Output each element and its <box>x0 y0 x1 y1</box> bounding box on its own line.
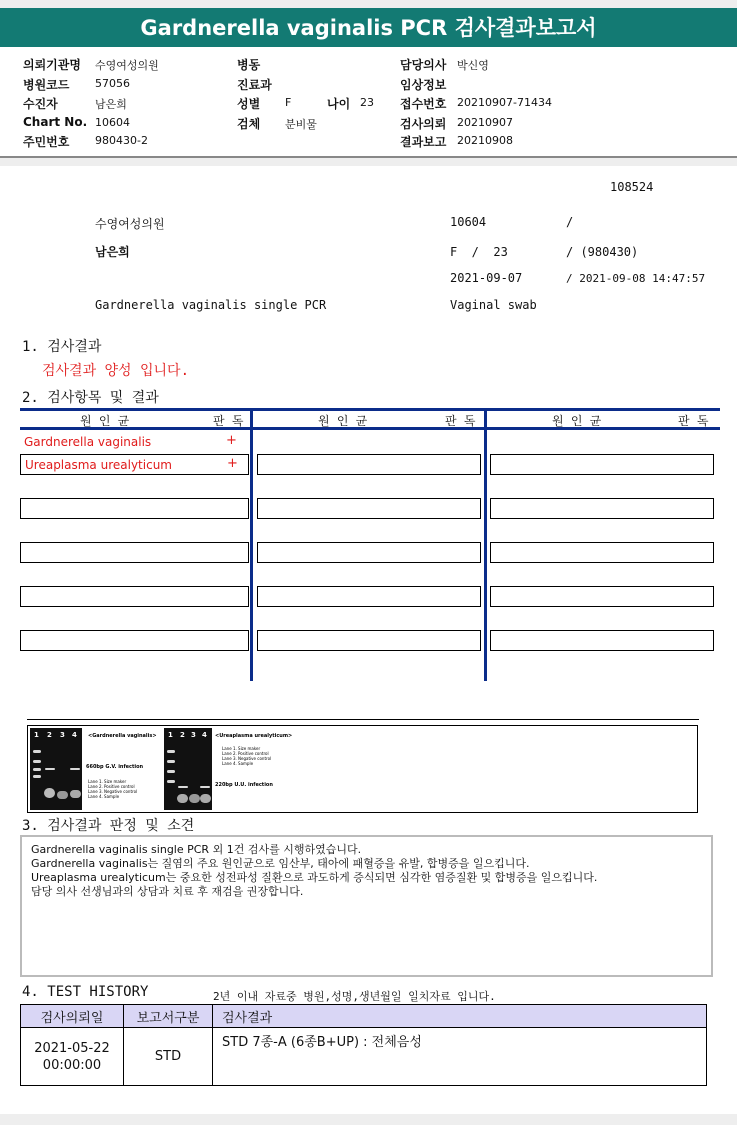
empty-result-cell <box>257 454 481 475</box>
gv-legend-1: Lane 1. Size maker <box>88 779 127 784</box>
empty-result-cell <box>490 542 714 563</box>
summary-chart-no: 10604 <box>450 215 487 229</box>
report-date-value: 20210908 <box>457 134 513 147</box>
empty-result-cell <box>490 454 714 475</box>
summary-chart-slash: / <box>566 215 574 229</box>
history-type: STD <box>124 1028 213 1086</box>
summary-birth: / (980430) <box>566 245 639 259</box>
summary-patient: 남은희 <box>95 245 130 259</box>
uu-lane-4: 4 <box>202 731 207 739</box>
gel-band <box>33 760 41 763</box>
summary-institution: 수영여성의원 <box>95 217 165 231</box>
history-header-row <box>21 1005 707 1028</box>
clinical-info-label: 임상정보 <box>400 78 447 92</box>
gel-glow <box>189 794 200 803</box>
result-row-2 <box>20 454 249 475</box>
uu-band-label: 220bp U.U. infection <box>215 782 273 788</box>
empty-result-cell <box>257 586 481 607</box>
section2-title: 2. 검사항목 및 결과 <box>22 390 159 406</box>
gel-band <box>33 775 41 778</box>
gv-gel-title: <Gardnerella vaginalis> <box>88 733 157 739</box>
request-date-value: 20210907 <box>457 116 513 129</box>
table-top-rule <box>20 408 720 411</box>
gel-electrophoresis-image <box>27 725 698 813</box>
empty-result-cell <box>257 498 481 519</box>
section1-result: 검사결과 양성 입니다. <box>42 363 190 379</box>
gel-glow <box>200 794 211 803</box>
hospital-code-value: 57056 <box>95 77 130 90</box>
receipt-no-value: 20210907-71434 <box>457 96 552 109</box>
institution-value: 수영여성의원 <box>95 59 159 72</box>
id-no-value: 980430-2 <box>95 134 148 147</box>
uu-legend-1: Lane 1. Size maker <box>222 746 261 751</box>
doctor-label: 담당의사 <box>400 58 447 72</box>
id-no-label: 주민번호 <box>23 135 70 149</box>
report-title: Gardnerella vaginalis PCR 검사결과보고서 <box>0 8 737 47</box>
col-header-judge-2: 판 독 <box>445 414 476 428</box>
opinion-line: Gardnerella vaginalis single PCR 외 1건 검사를 시행하였습니다. <box>31 843 362 856</box>
opinion-line: Ureaplasma urealyticum는 중요한 성전파성 질환으로 과도하게 증식되면 심각한 염증질환 및 합병증을 일으킵니다. <box>31 871 598 884</box>
history-note: 2년 이내 자료중 병원,성명,생년월일 일치자료 입니다. <box>213 990 496 1003</box>
specimen-value: 분비물 <box>285 118 317 131</box>
table-divider-1 <box>250 408 253 681</box>
test-history-table <box>20 1004 707 1086</box>
empty-result-cell <box>20 498 249 519</box>
gel-band <box>167 750 175 753</box>
history-date: 2021-05-22 <box>34 1040 110 1056</box>
gel-band <box>167 780 175 783</box>
pathogen-result: + <box>226 433 237 448</box>
report-code: 108524 <box>610 180 654 194</box>
uu-legend-2: Lane 2. Positive control <box>222 751 269 756</box>
specimen-label: 검체 <box>237 117 261 131</box>
opinion-line: 담당 의사 선생님과의 상담과 치료 후 재검을 권장합니다. <box>31 885 304 898</box>
institution-label: 의뢰기관명 <box>23 58 81 72</box>
history-time: 00:00:00 <box>42 1057 102 1073</box>
section3-title: 3. 검사결과 판정 및 소견 <box>22 818 195 834</box>
pathogen-name: Gardnerella vaginalis <box>24 435 152 449</box>
table-divider-2 <box>484 408 487 681</box>
empty-result-cell <box>257 630 481 651</box>
gv-band-label: 660bp G.V. infection <box>86 764 144 770</box>
uu-lane-1: 1 <box>168 731 173 739</box>
col-header-pathogen-1: 원 인 균 <box>80 414 130 428</box>
uu-legend-3: Lane 3. Negative control <box>222 756 272 761</box>
summary-test-name: Gardnerella vaginalis single PCR <box>95 298 327 312</box>
gel-band <box>33 750 41 753</box>
chart-no-value: 10604 <box>95 116 130 129</box>
opinion-line: Gardnerella vaginalis는 질염의 주요 원인균으로 임산부, 태아에 패혈증을 유발, 합병증을 일으킵니다. <box>31 857 530 870</box>
gel-band <box>178 786 188 788</box>
summary-sex-age: F / 23 <box>450 245 508 259</box>
opinion-box <box>20 835 713 977</box>
section4-title: 4. TEST HISTORY <box>22 984 149 1000</box>
request-date-label: 검사의뢰 <box>400 117 447 131</box>
gel-band <box>167 770 175 773</box>
report-date-label: 결과보고 <box>400 135 447 149</box>
pathogen-result: + <box>227 456 238 471</box>
hospital-code-label: 병원코드 <box>23 78 70 92</box>
history-row[interactable] <box>21 1028 707 1086</box>
history-col-type: 보고서구분 <box>124 1005 213 1028</box>
gv-lane-4: 4 <box>72 731 77 739</box>
col-header-pathogen-2: 원 인 균 <box>318 414 368 428</box>
gv-legend-3: Lane 3. Negative control <box>88 789 138 794</box>
summary-date-request: 2021-09-07 <box>450 271 523 285</box>
dept-label: 진료과 <box>237 78 272 92</box>
ward-label: 병동 <box>237 58 261 72</box>
gv-lane-3: 3 <box>60 731 65 739</box>
gel-band <box>33 768 41 771</box>
uu-gel-title: <Ureaplasma urealyticum> <box>215 733 293 739</box>
uu-lane-3: 3 <box>191 731 196 739</box>
col-header-pathogen-3: 원 인 균 <box>552 414 602 428</box>
summary-sample: Vaginal swab <box>450 298 537 312</box>
history-col-result: 검사결과 <box>213 1005 707 1028</box>
empty-result-cell <box>20 586 249 607</box>
age-label: 나이 <box>327 97 351 111</box>
pathogen-name: Ureaplasma urealyticum <box>25 458 172 472</box>
gel-glow <box>44 788 55 798</box>
opinion-text <box>31 843 597 899</box>
col-header-judge-3: 판 독 <box>678 414 709 428</box>
gel-glow <box>177 794 188 803</box>
gv-lane-1: 1 <box>34 731 39 739</box>
doctor-value: 박신영 <box>457 59 489 72</box>
age-value: 23 <box>360 96 374 109</box>
empty-result-cell <box>490 630 714 651</box>
sex-label: 성별 <box>237 97 261 111</box>
result-row-1 <box>20 432 249 452</box>
patient-value: 남은희 <box>95 98 127 111</box>
chart-no-label: Chart No. <box>23 115 88 129</box>
sex-value: F <box>285 96 292 109</box>
gel-glow <box>57 791 68 799</box>
uu-gel-photo <box>164 728 212 810</box>
gv-lane-2: 2 <box>47 731 52 739</box>
history-result: STD 7종-A (6종B+UP) : 전체음성 <box>213 1028 707 1086</box>
gv-legend-2: Lane 2. Positive control <box>88 784 135 789</box>
patient-label: 수진자 <box>23 97 58 111</box>
uu-lane-2: 2 <box>180 731 185 739</box>
empty-result-cell <box>490 498 714 519</box>
gv-gel-photo <box>30 728 82 810</box>
history-col-date: 검사의뢰일 <box>21 1005 124 1028</box>
gel-band <box>45 768 55 770</box>
patient-info-header <box>0 47 737 158</box>
summary-date-report: / 2021-09-08 14:47:57 <box>566 272 706 285</box>
history-date-cell <box>21 1028 124 1086</box>
empty-result-cell <box>20 630 249 651</box>
gel-separator <box>27 719 699 720</box>
gel-band <box>167 760 175 763</box>
section1-title: 1. 검사결과 <box>22 339 102 355</box>
empty-result-cell <box>490 586 714 607</box>
receipt-no-label: 접수번호 <box>400 97 447 111</box>
gel-glow <box>70 790 81 798</box>
uu-legend-4: Lane 4. Sample <box>222 761 254 766</box>
gel-band <box>200 786 210 788</box>
gel-band <box>70 768 80 770</box>
empty-result-cell <box>20 542 249 563</box>
col-header-judge-1: 판 독 <box>213 414 244 428</box>
empty-result-cell <box>257 542 481 563</box>
gv-legend-4: Lane 4. Sample <box>88 794 120 799</box>
